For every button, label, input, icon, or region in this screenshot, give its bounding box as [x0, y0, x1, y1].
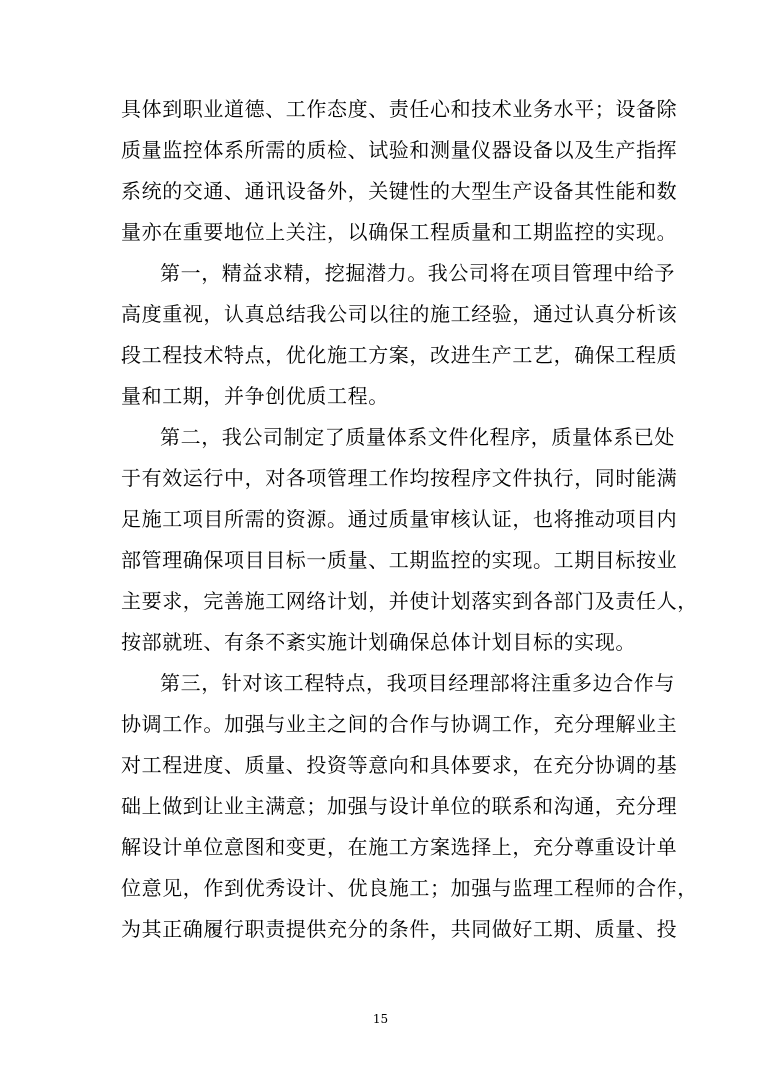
body-line: 位意见，作到优秀设计、优良施工；加强与监理工程师的合作，: [121, 876, 698, 900]
body-line: 高度重视，认真总结我公司以往的施工经验，通过认真分析该: [121, 302, 678, 326]
paragraph-first-line: 第二，我公司制定了质量体系文件化程序，质量体系已处: [160, 425, 675, 449]
body-line: 按部就班、有条不紊实施计划确保总体计划目标的实现。: [121, 630, 636, 654]
body-line: 为其正确履行职责提供充分的条件，共同做好工期、质量、投: [121, 917, 678, 941]
body-line: 系统的交通、通讯设备外，关键性的大型生产设备其性能和数: [121, 179, 678, 203]
body-line: 主要求，完善施工网络计划，并使计划落实到各部门及责任人，: [121, 589, 698, 613]
body-line: 协调工作。加强与业主之间的合作与协调工作，充分理解业主: [121, 712, 678, 736]
body-line: 段工程技术特点，优化施工方案，改进生产工艺，确保工程质: [121, 343, 678, 367]
body-line: 量和工期，并争创优质工程。: [121, 384, 389, 408]
body-line: 础上做到让业主满意；加强与设计单位的联系和沟通，充分理: [121, 794, 678, 818]
body-line: 于有效运行中，对各项管理工作均按程序文件执行，同时能满: [121, 466, 678, 490]
page-number: 15: [372, 1012, 389, 1026]
body-line: 足施工项目所需的资源。通过质量审核认证，也将推动项目内: [121, 507, 678, 531]
body-line: 具体到职业道德、工作态度、责任心和技术业务水平；设备除: [121, 97, 678, 121]
body-line: 解设计单位意图和变更，在施工方案选择上，充分尊重设计单: [121, 835, 678, 859]
body-line: 部管理确保项目目标一质量、工期监控的实现。工期目标按业: [121, 548, 678, 572]
body-line: 对工程进度、质量、投资等意向和具体要求，在充分协调的基: [121, 753, 678, 777]
paragraph-first-line: 第三，针对该工程特点，我项目经理部将注重多边合作与: [160, 671, 675, 695]
body-line: 量亦在重要地位上关注，以确保工程质量和工期监控的实现。: [121, 220, 678, 244]
paragraph-first-line: 第一，精益求精，挖掘潜力。我公司将在项目管理中给予: [160, 261, 675, 285]
body-line: 质量监控体系所需的质检、试验和测量仪器设备以及生产指挥: [121, 138, 678, 162]
